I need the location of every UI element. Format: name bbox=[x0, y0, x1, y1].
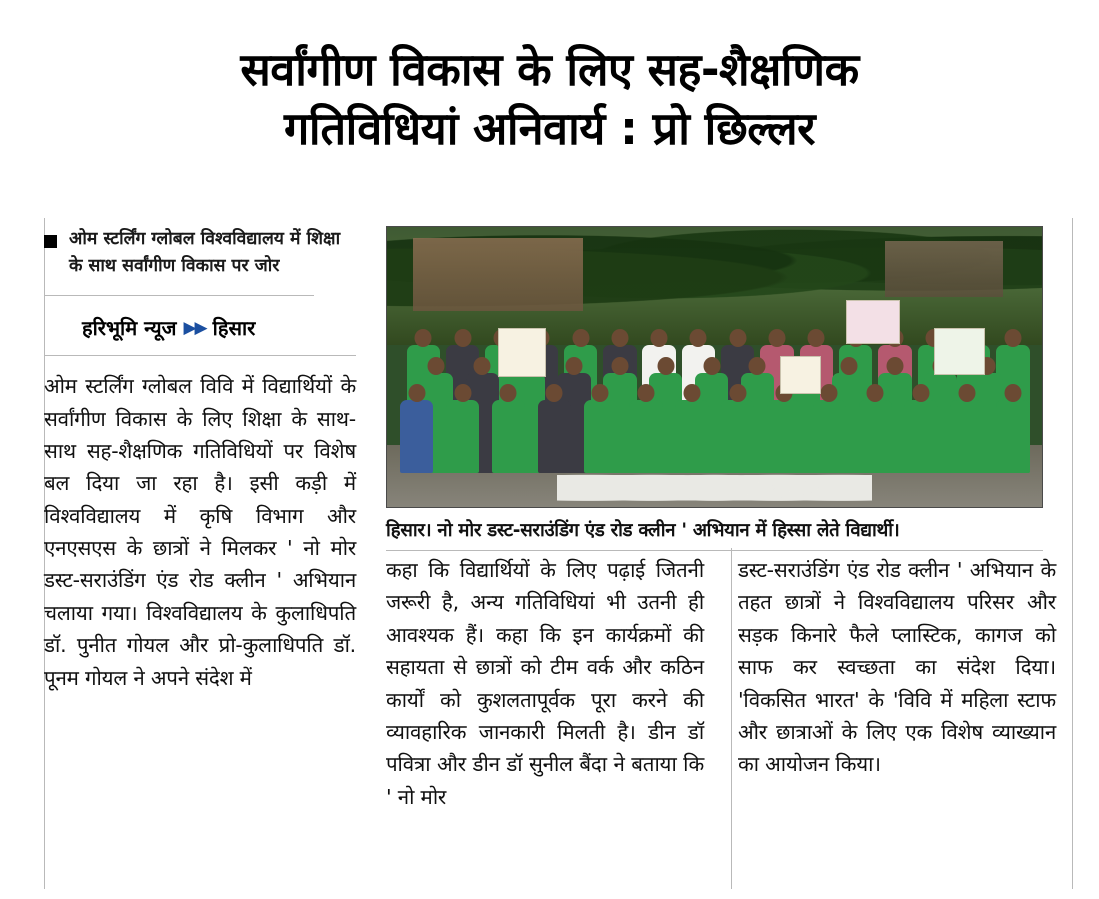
photo-placard-3 bbox=[934, 328, 985, 375]
kicker-summary bbox=[44, 218, 356, 279]
photo-caption: हिसार। नो मोर डस्ट-सराउंडिंग एंड रोड क्लीन ' अभियान में हिस्सा लेते विद्यार्थी। bbox=[386, 520, 900, 541]
article-body bbox=[44, 218, 1069, 889]
byline-location: हिसार bbox=[212, 316, 256, 341]
photo-placard-2 bbox=[846, 300, 900, 344]
page-title bbox=[0, 0, 1099, 165]
left-column bbox=[44, 218, 374, 889]
bullet-square-icon bbox=[44, 235, 57, 248]
photo-placard-1 bbox=[498, 328, 546, 378]
photo-block bbox=[386, 226, 1043, 551]
photo-building-right bbox=[885, 241, 1003, 297]
kicker-text: ओम स्टर्लिंग ग्लोबल विश्वविद्यालय में शिक्षा के साथ सर्वांगीण विकास पर जोर bbox=[69, 229, 341, 276]
byline-arrow-icon: ▶▶ bbox=[183, 317, 206, 338]
right-area bbox=[374, 218, 1069, 889]
photo-buckets bbox=[557, 468, 871, 502]
caption-divider bbox=[386, 550, 1043, 551]
students-group-photo bbox=[386, 226, 1043, 508]
lower-columns bbox=[386, 554, 1099, 813]
kicker-divider bbox=[44, 295, 314, 296]
article-paragraph-3: डस्ट-सराउंडिंग एंड रोड क्लीन ' अभियान के तहत छात्रों ने विश्वविद्यालय परिसर और सड़क किनारे फैले प्लास्टिक, कागज को साफ कर स्वच्छता का संदेश दिया। 'विकसित भारत' के 'विवि में महिला स्टाफ और छात्राओं के लिए एक विशेष व्याख्यान का आयोजन किया। bbox=[738, 558, 1056, 777]
byline-source: हरिभूमि न्यूज bbox=[82, 316, 177, 341]
article-paragraph-2: कहा कि विद्यार्थियों के लिए पढ़ाई जितनी जरूरी है, अन्य गतिविधियां भी उतनी ही आवश्यक हैं। कहा कि इन कार्यक्रमों की सहायता से छात्रों को टीम वर्क और कठिन कार्यों को कुशलतापूर्वक पूरा करने की व्यावहारिक जानकारी मिलती है। डीन डॉ पवित्रा और डीन डॉ सुनील बैंदा ने बताया कि ' नो मोर bbox=[386, 558, 704, 809]
headline-line-1: सर्वांगीण विकास के लिए सह-शैक्षणिक bbox=[240, 43, 859, 96]
photo-crowd-front-row bbox=[387, 300, 1042, 474]
right-column bbox=[738, 554, 1056, 813]
article-paragraph-1: ओम स्टर्लिंग ग्लोबल विवि में विद्यार्थियों के सर्वांगीण विकास के लिए शिक्षा के साथ-साथ सह-शैक्षणिक गतिविधियों पर विशेष बल दिया जा रहा है। इसी कड़ी में विश्वविद्यालय में कृषि विभाग और एनएसएस के छात्रों ने मिलकर ' नो मोर डस्ट-सराउंडिंग एंड रोड क्लीन ' अभियान चलाया गया। विश्वविद्यालय के कुलाधिपति डॉ. पुनीत गोयल और प्रो-कुलाधिपति डॉ. पूनम गोयल ने अपने संदेश में bbox=[44, 374, 356, 690]
headline-line-2: गतिविधियां अनिवार्य : प्रो छिल्लर bbox=[283, 102, 816, 156]
photo-placard-4 bbox=[780, 356, 821, 394]
byline-divider bbox=[44, 355, 356, 356]
middle-column bbox=[386, 554, 704, 813]
byline bbox=[44, 314, 356, 341]
